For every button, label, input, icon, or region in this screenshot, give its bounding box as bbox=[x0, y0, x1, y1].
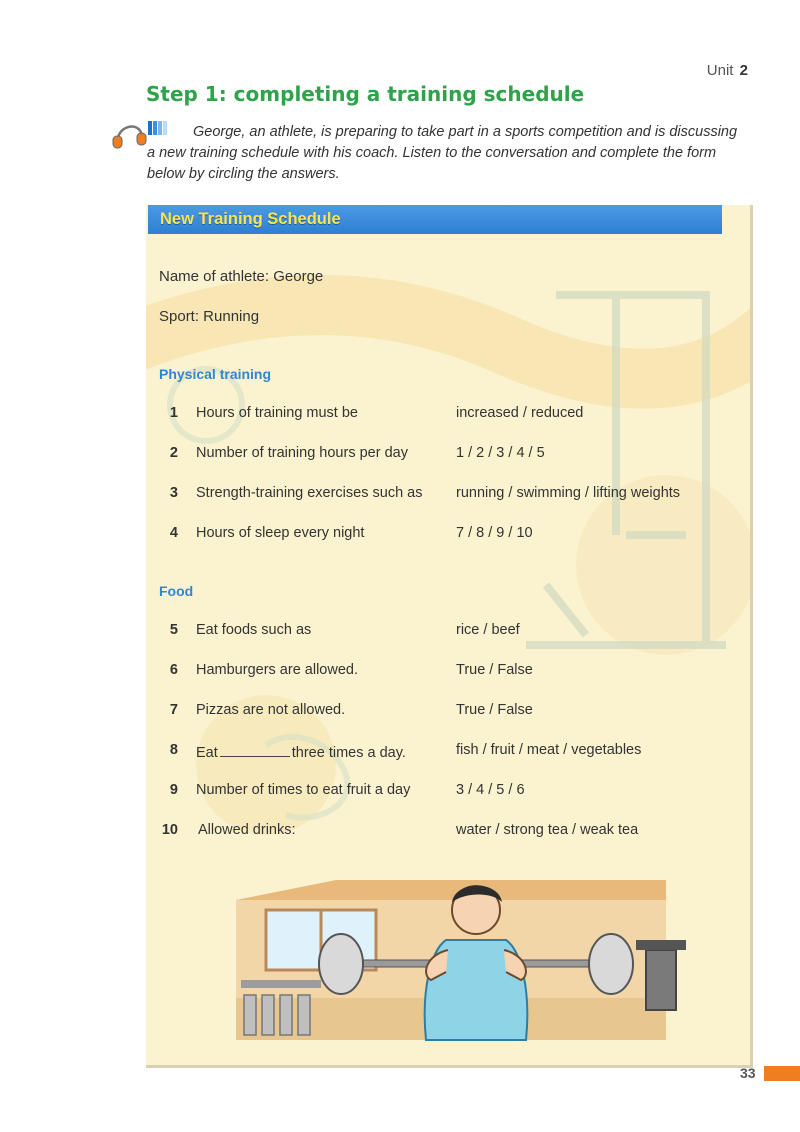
answer-options[interactable]: rice / beef bbox=[456, 622, 520, 638]
question-text: Number of times to eat fruit a day bbox=[196, 782, 411, 798]
question-text: Hamburgers are allowed. bbox=[196, 662, 358, 678]
question-number: 6 bbox=[169, 662, 178, 678]
answer-options[interactable]: running / swimming / lifting weights bbox=[456, 485, 681, 501]
question-number: 4 bbox=[169, 525, 178, 541]
question-text: Eat foods such as bbox=[196, 622, 312, 638]
athlete-name: Name of athlete: George bbox=[159, 268, 324, 285]
question-text: Pizzas are not allowed. bbox=[196, 702, 346, 718]
question-row bbox=[146, 405, 750, 427]
answer-options[interactable]: fish / fruit / meat / vegetables bbox=[456, 742, 642, 758]
question-text: Eat three times a day. bbox=[196, 742, 406, 761]
question-number: 10 bbox=[161, 822, 178, 838]
answer-options[interactable]: True / False bbox=[456, 662, 533, 678]
answer-options[interactable]: 3 / 4 / 5 / 6 bbox=[456, 782, 525, 798]
question-row bbox=[146, 622, 750, 644]
question-text: Number of training hours per day bbox=[196, 445, 408, 461]
answer-options[interactable]: water / strong tea / weak tea bbox=[456, 822, 639, 838]
question-row bbox=[146, 525, 750, 547]
question-row bbox=[146, 822, 750, 844]
question-row bbox=[146, 782, 750, 804]
form-title-bar bbox=[148, 205, 722, 234]
question-number: 9 bbox=[169, 782, 178, 798]
unit-number: 2 bbox=[739, 62, 748, 79]
question-number: 3 bbox=[169, 485, 178, 501]
answer-blank[interactable] bbox=[220, 742, 290, 757]
answer-options[interactable]: 7 / 8 / 9 / 10 bbox=[456, 525, 533, 541]
question-text: Hours of sleep every night bbox=[196, 525, 365, 541]
step-title: Step 1: completing a training schedule bbox=[146, 82, 585, 106]
question-row bbox=[146, 662, 750, 684]
answer-options[interactable]: True / False bbox=[456, 702, 533, 718]
weightlifting-illustration bbox=[216, 880, 686, 1060]
question-row bbox=[146, 445, 750, 467]
question-text: Allowed drinks: bbox=[198, 822, 296, 838]
question-row bbox=[146, 485, 750, 507]
question-number: 8 bbox=[169, 742, 178, 758]
training-schedule-form bbox=[146, 205, 753, 1068]
question-row bbox=[146, 742, 750, 764]
answer-options[interactable]: increased / reduced bbox=[456, 405, 584, 421]
unit-label: Unit 2 bbox=[706, 62, 748, 79]
food-title: Food bbox=[159, 583, 194, 599]
headphones-icon bbox=[110, 118, 150, 152]
question-number: 1 bbox=[169, 405, 178, 421]
question-number: 7 bbox=[169, 702, 178, 718]
page-number-bar bbox=[764, 1066, 800, 1081]
intro-text: George, an athlete, is preparing to take part in a sports competition and is discussing a new training schedule with his coach. Listen to the conversation and complete the form below by circling the answers. bbox=[147, 124, 738, 182]
question-number: 2 bbox=[169, 445, 178, 461]
answer-options[interactable]: 1 / 2 / 3 / 4 / 5 bbox=[456, 445, 545, 461]
question-row bbox=[146, 702, 750, 724]
physical-training-title: Physical training bbox=[159, 366, 272, 382]
question-number: 5 bbox=[169, 622, 178, 638]
form-title: New Training Schedule bbox=[160, 210, 341, 228]
page-number: 33 bbox=[740, 1065, 756, 1081]
question-text: Hours of training must be bbox=[196, 405, 358, 421]
question-text: Strength-training exercises such as bbox=[196, 485, 423, 501]
sport: Sport: Running bbox=[159, 308, 260, 325]
